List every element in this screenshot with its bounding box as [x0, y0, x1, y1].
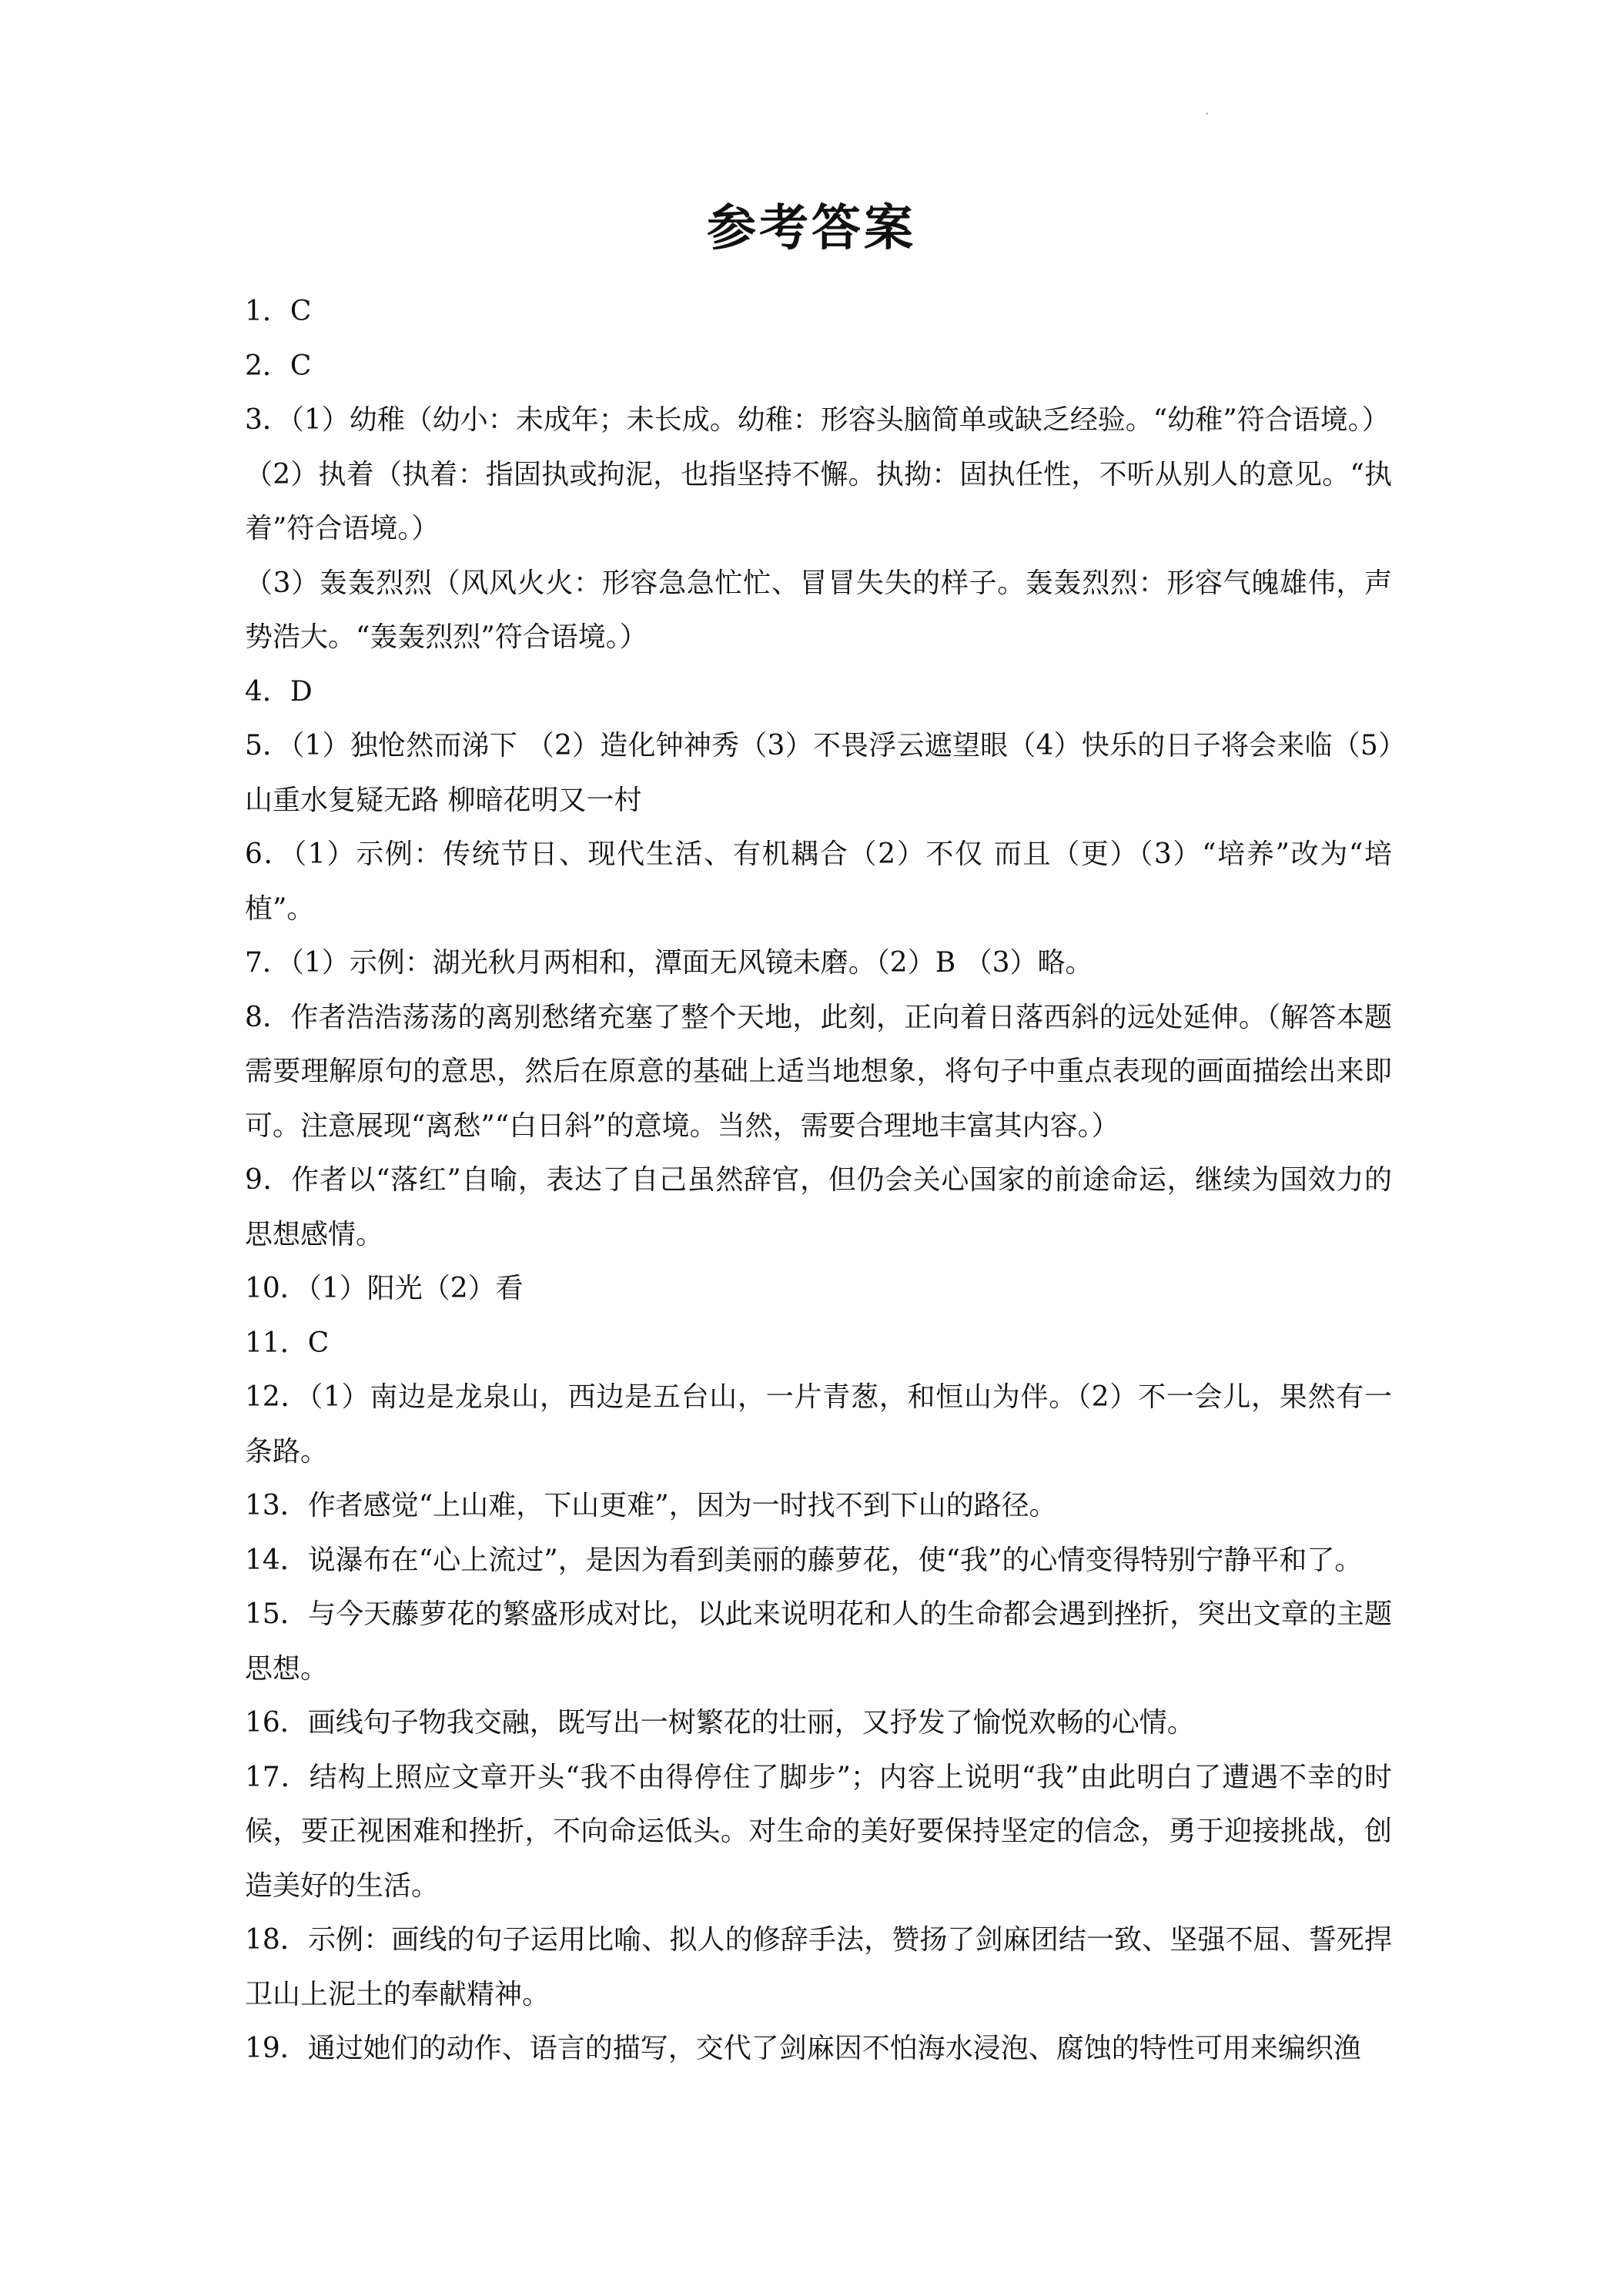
scan-dot — [1206, 112, 1208, 115]
answer-item-12: 12．（1）南边是龙泉山，西边是五台山，一片青葱，和恒山为伴。（2）不一会儿，果然有一条路。 — [245, 1381, 1392, 1468]
answer-item-9: 9．作者以“落红”自喻，表达了自己虽然辞官，但仍会关心国家的前途命运，继续为国效力的思想感情。 — [245, 1164, 1392, 1250]
answer-item-8: 8．作者浩浩荡荡的离别愁绪充塞了整个天地，此刻，正向着日落西斜的远处延伸。（解答本题需要理解原句的意思，然后在原意的基础上适当地想象，将句子中重点表现的画面描绘出来即可。注意展现“离愁”“白日斜”的意境。当然，需要合理地丰富其内容。） — [245, 1001, 1392, 1142]
answer-item-4: 4．D — [245, 675, 313, 708]
answer-item-1: 1．C — [245, 296, 312, 327]
answer-item-18: 18．示例：画线的句子运用比喻、拟人的修辞手法，赞扬了剑麻团结一致、坚强不屈、誓死捍卫山上泥土的奉献精神。 — [245, 1924, 1392, 2010]
answer-item-19: 19．通过她们的动作、语言的描写，交代了剑麻因不怕海水浸泡、腐蚀的特性可用来编织渔 — [245, 2033, 1361, 2064]
answer-item-15: 15．与今天藤萝花的繁盛形成对比，以此来说明花和人的生命都会遇到挫折，突出文章的主题思想。 — [245, 1598, 1392, 1685]
answer-item-3-2: （2）执着（执着：指固执或拘泥，也指坚持不懈。执拗：固执任性，不听从别人的意见。“执着”符合语境。） — [245, 458, 1392, 544]
answer-item-3-1: 3．（1）幼稚（幼小：未成年；未长成。幼稚：形容头脑简单或缺乏经验。“幼稚”符合语境。） — [245, 404, 1390, 436]
answer-item-10: 10．（1）阳光（2）看 — [245, 1273, 524, 1304]
answer-list — [245, 285, 1392, 2077]
page-title: 参考答案 — [707, 200, 916, 257]
answer-item-6: 6．（1）示例：传统节日、现代生活、有机耦合（2）不仅 而且（更）（3）“培养”改为“培植”。 — [245, 838, 1392, 925]
answer-item-11: 11．C — [245, 1327, 330, 1359]
answer-item-13: 13．作者感觉“上山难，下山更难”，因为一时找不到下山的路径。 — [245, 1490, 1057, 1521]
answer-item-16: 16．画线句子物我交融，既写出一树繁花的壮丽，又抒发了愉悦欢畅的心情。 — [245, 1707, 1195, 1739]
answer-item-3-3: （3）轰轰烈烈（风风火火：形容急急忙忙、冒冒失失的样子。轰轰烈烈：形容气魄雄伟，声势浩大。“轰轰烈烈”符合语境。） — [245, 567, 1392, 653]
answer-item-7: 7．（1）示例：湖光秋月两相和，潭面无风镜未磨。（2）B （3）略。 — [245, 947, 1093, 979]
answer-item-2: 2．C — [245, 350, 312, 382]
answer-item-17: 17．结构上照应文章开头“我不由得停住了脚步”；内容上说明“我”由此明白了遭遇不幸的时候，要正视困难和挫折，不向命运低头。对生命的美好要保持坚定的信念，勇于迎接挑战，创造美好的生活。 — [245, 1761, 1392, 1902]
answer-item-5: 5．（1）独怆然而涕下 （2）造化钟神秀（3）不畏浮云遮望眼（4）快乐的日子将会来临（5）山重水复疑无路 柳暗花明又一村 — [245, 730, 1392, 816]
answer-item-14: 14．说瀑布在“心上流过”，是因为看到美丽的藤萝花，使“我”的心情变得特别宁静平和了。 — [245, 1544, 1363, 1576]
